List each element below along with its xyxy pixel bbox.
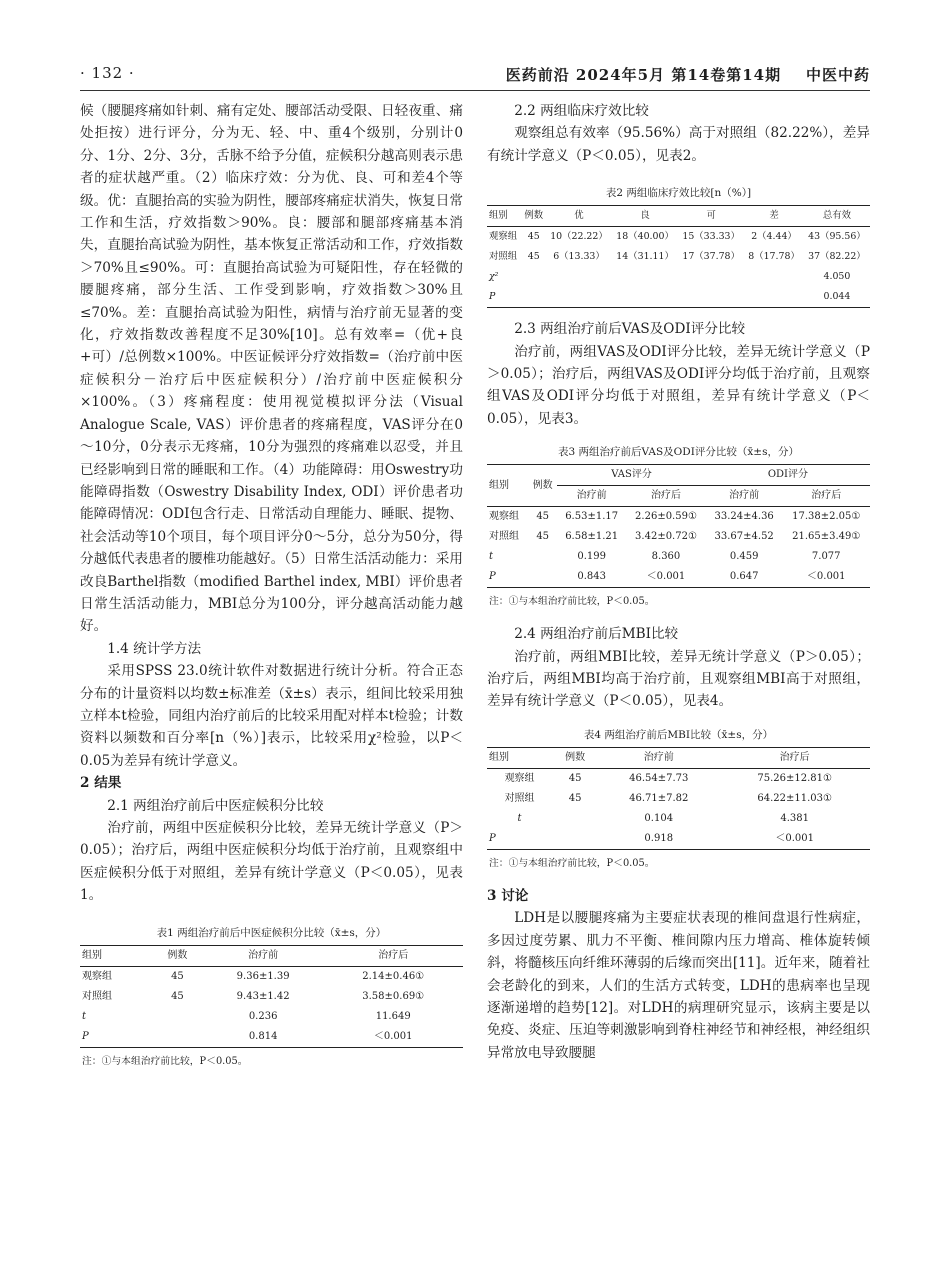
table-note: 注：①与本组治疗前比较，P＜0.05。 bbox=[489, 596, 655, 608]
left-column bbox=[80, 100, 463, 1073]
table-row bbox=[487, 507, 870, 528]
table-cell: 37（82.22） bbox=[808, 251, 866, 263]
column-header: 组别 bbox=[80, 945, 152, 966]
table-2 bbox=[487, 205, 870, 308]
table-cell: 观察组 bbox=[504, 772, 535, 784]
table-cell: 9.43±1.42 bbox=[236, 990, 290, 1002]
table-cell bbox=[152, 1027, 203, 1048]
table-cell: 10（22.22） bbox=[550, 231, 608, 243]
right-column bbox=[487, 100, 870, 1064]
table-cell bbox=[522, 267, 546, 287]
subsection-heading: 2.4 两组治疗前后MBI比较 bbox=[514, 626, 679, 643]
table-cell bbox=[528, 567, 557, 588]
table-cell: 46.54±7.73 bbox=[629, 772, 689, 784]
column-header: 治疗后 bbox=[782, 486, 870, 507]
body-paragraph: 候（腰腿疼痛如针刺、痛有定处、腰部活动受限、日轻夜重、痛处拒按）进行评分，分为无、轻、中、重4个级别，分别计0分、1分、2分、3分，舌脉不给予分值，症候积分越高则表示患者的症状越严重。（2）临床疗效：分为优、良、可和差4个等级。优：直腿抬高的实验为阴性，腰部疼痛症状消失，恢复日常工作和生活，疗效指数＞90%。良：腰部和腿部疼痛基本消失，直腿抬高试验为阴性，基本恢复正常活动和工作，疗效指数＞70%且≤90%。可：直腿抬高试验为可疑阳性，存在轻微的腰腿疼痛，部分生活、工作受到影响，疗效指数＞30%且≤70%。差：直腿抬高试验为阳性，病情与治疗前无显著的变化，疗效指数改善程度不足30%[10]。总有效率=（优+良+可）/总例数×100%。中医证候评分疗效指数=（治疗前中医症候积分－治疗后中医症候积分）/治疗前中医症候积分×100%。（3）疼痛程度：使用视觉模拟评分法（Visual Analogue Scale, VAS）评价患者的疼痛程度，VAS评分在0～10分，0分表示无疼痛，10分为强烈的疼痛难以忍受，并且已经影响到日常的睡眠和工作。（4）功能障碍：用Oswestry功能障碍指数（Oswestry Disability Index, ODI）评价患者功能障碍情况：ODI包含行走、日常活动自理能力、睡眠、提物、社会活动等10个项目，每个项目评分0～5分，总分为50分，得分越低代表患者的腰椎功能越好。（5）日常生活活动能力：采用改良Barthel指数（modified Barthel index, MBI）评价患者日常生活活动能力，MBI总分为100分，评分越高活动能力越好。 bbox=[80, 103, 463, 635]
table-cell bbox=[80, 1007, 152, 1027]
body-paragraph: 治疗前，两组中医症候积分比较，差异无统计学意义（P＞0.05）；治疗后，两组中医症候积分均低于治疗前，且观察组中医症候积分低于对照组，差异有统计学意义（P＜0.05），见表1。 bbox=[80, 820, 463, 904]
table-3 bbox=[487, 464, 870, 588]
table-cell: 6.58±1.21 bbox=[565, 531, 619, 543]
table-cell: 46.71±7.82 bbox=[629, 792, 689, 804]
table-cell: 45 bbox=[527, 251, 540, 263]
table-cell bbox=[678, 287, 744, 308]
table-row bbox=[487, 247, 870, 267]
header-rule bbox=[80, 90, 870, 91]
table-cell: 3.58±0.69① bbox=[362, 990, 425, 1002]
table-row bbox=[80, 1007, 463, 1027]
table-caption: 表2 两组临床疗效比较[n（%）] bbox=[605, 187, 752, 200]
table-cell: 0.236 bbox=[248, 1010, 278, 1022]
table-caption: 表1 两组治疗前后中医症候积分比较（x̄±s，分） bbox=[156, 926, 387, 939]
table-cell: 6（13.33） bbox=[553, 251, 605, 263]
table-row bbox=[487, 768, 870, 789]
subsection-heading: 2.1 两组治疗前后中医症候积分比较 bbox=[107, 797, 324, 814]
table-row bbox=[487, 829, 870, 850]
table-row bbox=[80, 1027, 463, 1048]
table-cell: 0.647 bbox=[706, 567, 783, 588]
table-cell: ＜0.001 bbox=[323, 1027, 463, 1048]
table-cell bbox=[744, 287, 804, 308]
table-cell bbox=[80, 1027, 152, 1048]
table-cell: 45 bbox=[171, 990, 184, 1002]
table-1 bbox=[80, 945, 463, 1048]
table-cell: 2.26±0.59① bbox=[635, 511, 697, 523]
table-cell: 33.24±4.36 bbox=[714, 511, 774, 523]
table-cell: 21.65±3.49① bbox=[792, 531, 861, 543]
table-cell: ＜0.001 bbox=[782, 567, 870, 588]
section-heading: 2 结果 bbox=[80, 775, 122, 792]
table-cell: 8.360 bbox=[651, 551, 681, 563]
table-cell bbox=[487, 567, 528, 588]
table-cell: 观察组 bbox=[489, 511, 519, 523]
table-cell: 45 bbox=[536, 531, 550, 543]
table-cell: 3.42±0.72① bbox=[635, 531, 697, 543]
table-cell bbox=[744, 267, 804, 287]
table-cell: 观察组 bbox=[489, 231, 518, 243]
column-header: 治疗后 bbox=[626, 486, 706, 507]
table-cell: 75.26±12.81① bbox=[757, 772, 832, 784]
table-cell bbox=[487, 829, 552, 850]
table-cell: 0.814 bbox=[203, 1027, 324, 1048]
table-cell bbox=[552, 829, 598, 850]
table-cell: 17.38±2.05① bbox=[792, 511, 861, 523]
section-name: 中医中药 bbox=[805, 66, 870, 84]
column-header: 差 bbox=[744, 206, 804, 227]
table-cell: 7.077 bbox=[811, 551, 841, 563]
table-cell bbox=[546, 287, 612, 308]
table-cell bbox=[528, 547, 557, 567]
table-cell bbox=[678, 267, 744, 287]
table-cell bbox=[487, 547, 528, 567]
column-header: 例数 bbox=[522, 206, 546, 227]
table-cell bbox=[487, 287, 522, 308]
table-cell: 64.22±11.03① bbox=[757, 792, 832, 804]
table-row bbox=[80, 966, 463, 987]
table-cell bbox=[546, 267, 612, 287]
table-caption: 表3 两组治疗前后VAS及ODI评分比较（x̄±s，分） bbox=[558, 446, 799, 459]
stat-symbol: P bbox=[489, 571, 496, 583]
table-cell: 8（17.78） bbox=[748, 251, 800, 263]
table-cell: 45 bbox=[568, 792, 582, 804]
column-header: 组别 bbox=[487, 465, 528, 507]
table-row bbox=[487, 527, 870, 547]
table-cell: 45 bbox=[527, 231, 540, 243]
table-cell: 4.381 bbox=[780, 812, 809, 824]
table-row bbox=[487, 227, 870, 248]
table-cell: 对照组 bbox=[489, 531, 519, 543]
table-cell: 4.050 bbox=[823, 271, 851, 283]
table-cell: 17（37.78） bbox=[682, 251, 740, 263]
table-cell: 观察组 bbox=[82, 970, 112, 982]
stat-symbol: t bbox=[517, 812, 522, 824]
table-cell bbox=[522, 287, 546, 308]
column-header: 例数 bbox=[552, 747, 598, 768]
journal-info: 医药前沿 2024年5月 第14卷第14期 bbox=[505, 66, 782, 84]
subsection-heading: 2.3 两组治疗前后VAS及ODI评分比较 bbox=[514, 321, 746, 338]
table-cell: ＜0.001 bbox=[626, 567, 706, 588]
table-cell: 0.199 bbox=[577, 551, 606, 563]
table-cell bbox=[612, 287, 678, 308]
body-paragraph: 观察组总有效率（95.56%）高于对照组（82.22%），差异有统计学意义（P＜0.05），见表2。 bbox=[487, 125, 870, 164]
table-row bbox=[487, 567, 870, 588]
table-row bbox=[487, 287, 870, 308]
section-heading: 3 讨论 bbox=[487, 887, 529, 904]
table-cell: 对照组 bbox=[504, 792, 535, 804]
table-cell: 0.918 bbox=[598, 829, 719, 850]
table-cell: 对照组 bbox=[489, 251, 518, 263]
body-paragraph: 治疗前，两组MBI比较，差异无统计学意义（P＞0.05）；治疗后，两组MBI均高于治疗前，且观察组MBI高于对照组，差异有统计学意义（P＜0.05），见表4。 bbox=[487, 648, 870, 710]
table-cell bbox=[487, 267, 522, 287]
table-cell: 6.53±1.17 bbox=[565, 511, 619, 523]
table-cell: 14（31.11） bbox=[616, 251, 674, 263]
stat-symbol: P bbox=[489, 291, 496, 303]
table-cell: 0.843 bbox=[557, 567, 626, 588]
table-row bbox=[487, 809, 870, 829]
column-header: 总有效 bbox=[804, 206, 870, 227]
table-cell: 43（95.56） bbox=[808, 231, 866, 243]
table-note: 注：①与本组治疗前比较，P＜0.05。 bbox=[82, 1055, 248, 1067]
column-header: 治疗后 bbox=[719, 747, 870, 768]
table-row bbox=[80, 987, 463, 1007]
table-cell: 0.459 bbox=[729, 551, 759, 563]
table-cell: 15（33.33） bbox=[682, 231, 740, 243]
subsection-heading: 1.4 统计学方法 bbox=[107, 640, 202, 657]
column-header: 治疗前 bbox=[557, 486, 626, 507]
column-header: 治疗前 bbox=[203, 945, 324, 966]
table-cell: 0.104 bbox=[644, 812, 674, 824]
stat-symbol: χ² bbox=[489, 271, 499, 283]
column-header: 可 bbox=[678, 206, 744, 227]
table-cell: 2（4.44） bbox=[751, 231, 797, 243]
column-group-header: VAS评分 bbox=[557, 465, 706, 486]
table-cell: 9.36±1.39 bbox=[236, 970, 290, 982]
body-paragraph: 采用SPSS 23.0统计软件对数据进行统计分析。符合正态分布的计量资料以均数±标准差（x̄±s）表示，组间比较采用独立样本t检验，同组内治疗前后的比较采用配对样本t检验；计数资料以频数和百分率[n（%）]表示，比较采用χ²检验，以P＜0.05为差异有统计学意义。 bbox=[80, 663, 463, 769]
column-header: 治疗前 bbox=[598, 747, 719, 768]
table-cell: 18（40.00） bbox=[616, 231, 674, 243]
table-cell: 45 bbox=[171, 970, 184, 982]
table-row bbox=[487, 547, 870, 567]
column-header: 优 bbox=[546, 206, 612, 227]
column-group-header: ODI评分 bbox=[706, 465, 870, 486]
table-row bbox=[487, 267, 870, 287]
body-paragraph: 治疗前，两组VAS及ODI评分比较，差异无统计学意义（P＞0.05）；治疗后，两组VAS及ODI评分均低于治疗前，且观察组VAS及ODI评分均低于对照组，差异有统计学意义（P＜0.05），见表3。 bbox=[487, 343, 870, 427]
running-header bbox=[506, 64, 870, 85]
column-header: 例数 bbox=[528, 465, 557, 507]
table-cell: 0.044 bbox=[804, 287, 870, 308]
table-cell bbox=[552, 809, 598, 829]
column-header: 组别 bbox=[487, 747, 552, 768]
table-cell: ＜0.001 bbox=[719, 829, 870, 850]
stat-symbol: P bbox=[82, 1030, 89, 1042]
page-number: · 132 · bbox=[80, 64, 135, 82]
table-cell: 45 bbox=[568, 772, 582, 784]
column-header: 组别 bbox=[487, 206, 522, 227]
table-cell: 45 bbox=[536, 511, 550, 523]
table-cell: 11.649 bbox=[375, 1010, 411, 1022]
body-paragraph: LDH是以腰腿疼痛为主要症状表现的椎间盘退行性病症，多因过度劳累、肌力不平衡、椎间隙内压力增高、椎体旋转倾斜，将髓核压向纤维环薄弱的后缘而突出[11]。近年来，随着社会老龄化的到来，人们的生活方式转变，LDH的患病率也呈现逐渐递增的趋势[12]。对LDH的病理研究显示，该病主要是以免疫、炎症、压迫等刺激影响到脊柱神经节和神经根，神经组织异常放电导致腰腿 bbox=[487, 910, 870, 1061]
column-header: 例数 bbox=[152, 945, 203, 966]
stat-symbol: t bbox=[82, 1010, 87, 1022]
table-cell bbox=[152, 1007, 203, 1027]
stat-symbol: t bbox=[489, 551, 494, 563]
table-note: 注：①与本组治疗前比较，P＜0.05。 bbox=[489, 857, 655, 869]
table-cell: 33.67±4.52 bbox=[714, 531, 774, 543]
table-4 bbox=[487, 747, 870, 850]
column-header: 治疗后 bbox=[323, 945, 463, 966]
table-cell: 对照组 bbox=[82, 990, 112, 1002]
column-header: 良 bbox=[612, 206, 678, 227]
table-cell: 2.14±0.46① bbox=[362, 970, 425, 982]
table-cell bbox=[612, 267, 678, 287]
subsection-heading: 2.2 两组临床疗效比较 bbox=[514, 103, 649, 119]
stat-symbol: P bbox=[489, 832, 496, 844]
table-cell bbox=[487, 809, 552, 829]
column-header: 治疗前 bbox=[706, 486, 783, 507]
table-caption: 表4 两组治疗前后MBI比较（x̄±s，分） bbox=[583, 728, 774, 741]
table-row bbox=[487, 789, 870, 809]
